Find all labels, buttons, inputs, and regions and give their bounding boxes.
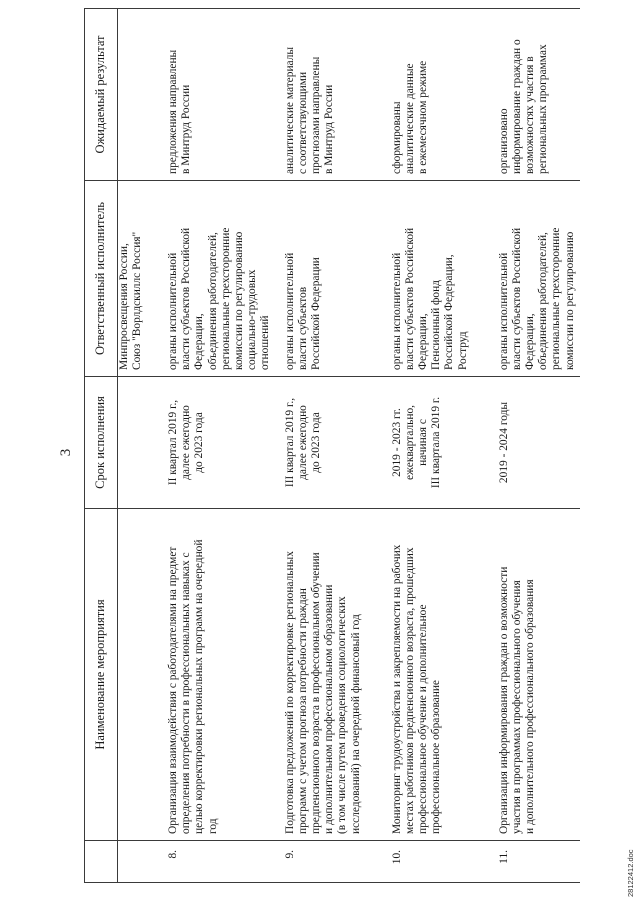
header-name: Наименование мероприятия (85, 509, 118, 841)
row-name (118, 509, 160, 841)
row-responsible: органы исполнительной власти субъектов Российской Федерации (276, 181, 383, 377)
row-result: аналитические материалы с соответствующими прогнозами направлены в Минтруд России (276, 9, 383, 181)
row-name: Мониторинг трудоустройства и закрепляемости на рабочих местах работников предпенсионного возраста, прошедших профессиональное обучение и дополнительное профессиональное образование (383, 509, 490, 841)
row-term (118, 377, 160, 509)
measures-table (84, 8, 580, 883)
table-row (159, 9, 276, 883)
row-result: сформированы аналитические данные в ежемесячном режиме (383, 9, 490, 181)
row-term: III квартал 2019 г., далее ежегодно до 2023 года (276, 377, 383, 509)
table-header-row (85, 9, 118, 883)
header-number (85, 841, 118, 883)
table-row-continuation (118, 9, 160, 883)
row-term: 2019 - 2024 годы (490, 377, 580, 509)
row-number: 11. (490, 841, 580, 883)
row-result: организовано информирование граждан о возможностях участия в региональных программах (490, 9, 580, 181)
header-responsible: Ответственный исполнитель (85, 181, 118, 377)
header-term: Срок исполнения (85, 377, 118, 509)
table-row (490, 9, 580, 883)
row-result (118, 9, 160, 181)
row-responsible: органы исполнительной власти субъектов Российской Федерации, Пенсионный фонд Российской Федерации, Роструд (383, 181, 490, 377)
row-result: предложения направлены в Минтруд России (159, 9, 276, 181)
table-row (276, 9, 383, 883)
page-number: 3 (58, 448, 74, 457)
row-name: Организация информирования граждан о возможности участия в программах профессионального обучения и дополнительного профессионального образования (490, 509, 580, 841)
row-name: Подготовка предложений по корректировке региональных программ с учетом прогноза потребности граждан предпенсионного возраста в профессиональном обучении и дополнительном профессиональном образовании (в том числе путем проведения социологических исследований) на очередной финансовый год (276, 509, 383, 841)
table-row (383, 9, 490, 883)
row-number: 10. (383, 841, 490, 883)
row-term: II квартал 2019 г., далее ежегодно до 2023 года (159, 377, 276, 509)
row-name: Организация взаимодействия с работодателями на предмет определения потребности в профессиональных навыках с целью корректировки региональных программ на очередной год (159, 509, 276, 841)
row-responsible: Минпросвещения России, Союз "Ворлдскиллс Россия" (118, 181, 160, 377)
row-term: 2019 - 2023 гг. ежеквартально, начиная с III квартала 2019 г. (383, 377, 490, 509)
row-number: 8. (159, 841, 276, 883)
row-responsible: органы исполнительной власти субъектов Российской Федерации, объединения работодателей, региональные трехсторонние комиссии по регулированию социально-трудовых отношений (159, 181, 276, 377)
header-result: Ожидаемый результат (85, 9, 118, 181)
row-number: 9. (276, 841, 383, 883)
file-name-footer: 28122412.doc (626, 849, 635, 897)
row-responsible: органы исполнительной власти субъектов Российской Федерации, объединения работодателей, региональные трехсторонние комиссии по регулированию (490, 181, 580, 377)
row-number (118, 841, 160, 883)
